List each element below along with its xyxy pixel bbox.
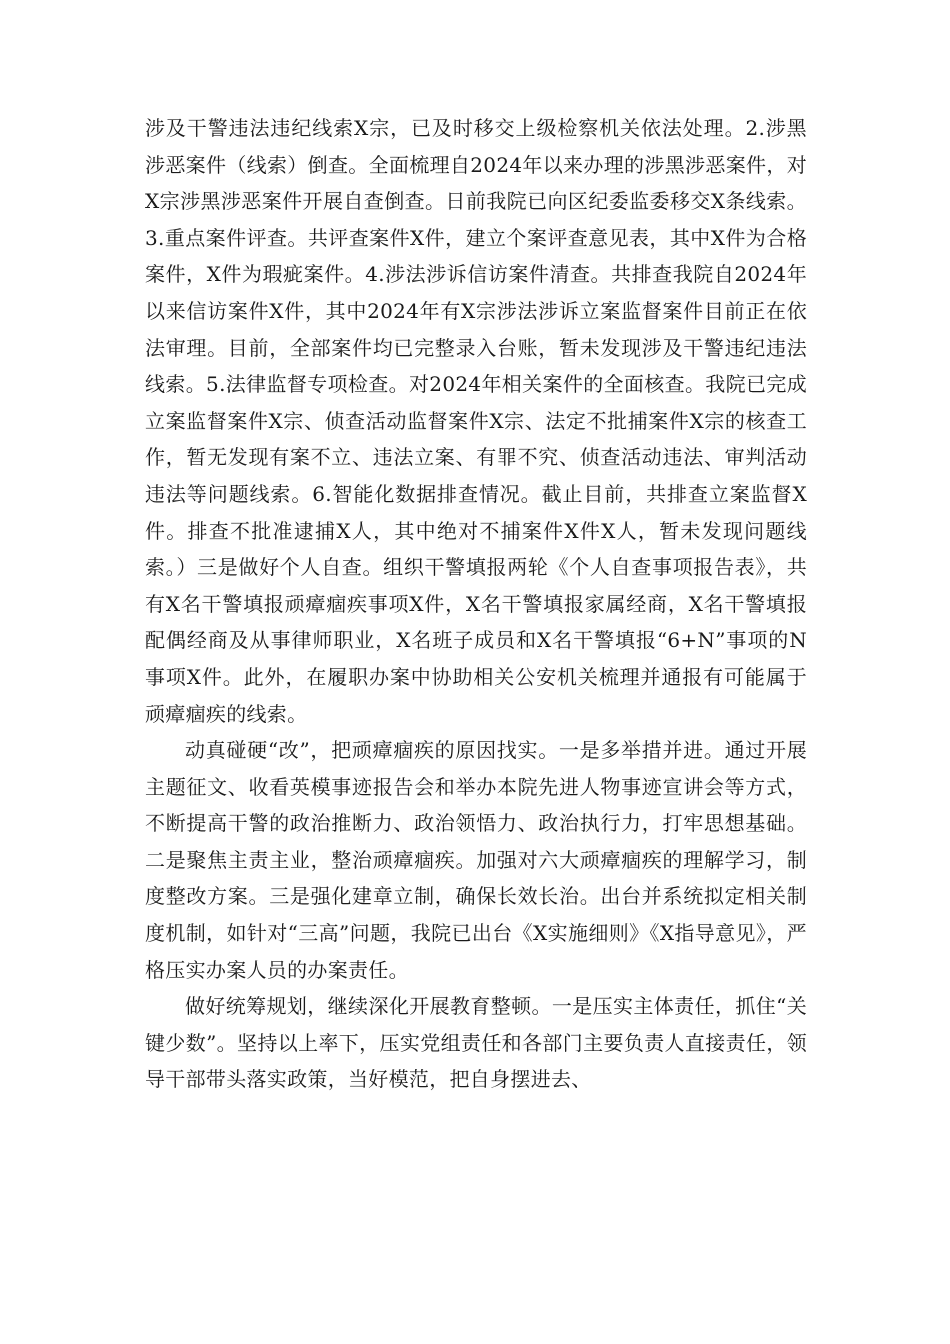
paragraph-1: 涉及干警违法违纪线索X宗，已及时移交上级检察机关依法处理。2.涉黑涉恶案件（线索）倒查。全面梳理自2024年以来办理的涉黑涉恶案件，对X宗涉黑涉恶案件开展自查倒查。日前我院已向区纪委监委移交X条线索。3.重点案件评查。共评查案件X件，建立个案评查意见表，其中X件为合格案件，X件为瑕疵案件。4.涉法涉诉信访案件清查。共排查我院自2024年以来信访案件X件，其中2024年有X宗涉法涉诉立案监督案件目前正在依法审理。目前，全部案件均已完整录入台账，暂未发现涉及干警违纪违法线索。5.法律监督专项检查。对2024年相关案件的全面核查。我院已完成立案监督案件X宗、侦查活动监督案件X宗、法定不批捕案件X宗的核查工作，暂无发现有案不立、违法立案、有罪不究、侦查活动违法、审判活动违法等问题线索。6.智能化数据排查情况。截止目前，共排查立案监督X件。排查不批准逮捕X人，其中绝对不捕案件X件X人，暂未发现问题线索。）三是做好个人自查。组织干警填报两轮《个人自查事项报告表》，共有X名干警填报顽瘴痼疾事项X件，X名干警填报家属经商，X名干警填报配偶经商及从事律师职业，X名班子成员和X名干警填报“6+N”事项的N事项X件。此外，在履职办案中协助相关公安机关梳理并通报有可能属于顽瘴痼疾的线索。 — [145, 116, 807, 726]
paragraph-3: 做好统筹规划，继续深化开展教育整顿。一是压实主体责任，抓住“关键少数”。坚持以上率下，压实党组责任和各部门主要负责人直接责任，领导干部带头落实政策，当好模范，把自身摆进去、 — [145, 994, 807, 1092]
paragraph-2: 动真碰硬“改”，把顽瘴痼疾的原因找实。一是多举措并进。通过开展主题征文、收看英模事迹报告会和举办本院先进人物事迹宣讲会等方式，不断提高干警的政治推断力、政治领悟力、政治执行力，打牢思想基础。二是聚焦主责主业，整治顽瘴痼疾。加强对六大顽瘴痼疾的理解学习，制度整改方案。三是强化建章立制，确保长效长治。出台并系统拟定相关制度机制，如针对“三高”问题，我院已出台《X实施细则》《X指导意见》，严格压实办案人员的办案责任。 — [145, 738, 807, 982]
document-body — [145, 110, 807, 1098]
